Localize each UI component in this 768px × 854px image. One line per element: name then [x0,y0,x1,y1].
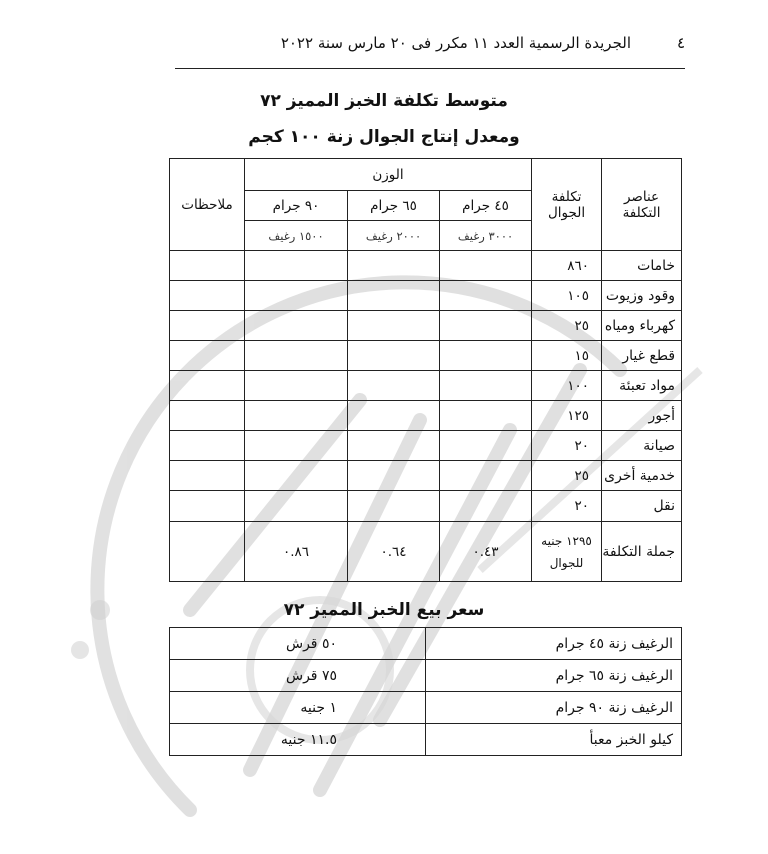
table-row [170,251,682,281]
table-row [170,724,682,756]
row-item: كهرباء ومياه [602,311,682,341]
price-value: ٧٥ قرش [170,660,426,692]
price-item: الرغيف زنة ٤٥ جرام [426,628,682,660]
weight-col-65: ٦٥ جرام [348,191,440,221]
table-row [170,341,682,371]
row-cost: ١٥ [532,341,602,371]
total-row [170,522,682,582]
price-item: كيلو الخبز معبأ [426,724,682,756]
per-loaf-45: ٠.٤٣ [440,522,532,582]
price-table [169,627,682,756]
row-item: قطع غيار [602,341,682,371]
table-row [170,461,682,491]
price-value: ٥٠ قرش [170,628,426,660]
table-row [170,311,682,341]
cost-table-subtitle: ومعدل إنتاج الجوال زنة ١٠٠ كجم [248,127,520,147]
price-value: ١١.٥ جنيه [170,724,426,756]
total-label: جملة التكلفة [602,522,682,582]
header-notes: ملاحظات [170,159,245,251]
row-item: صيانة [602,431,682,461]
row-item: خدمية أخرى [602,461,682,491]
weight-col-45: ٤٥ جرام [440,191,532,221]
table-row [170,491,682,522]
table-row [170,692,682,724]
row-cost: ٢٥ [532,311,602,341]
row-item: وقود وزيوت [602,281,682,311]
price-item: الرغيف زنة ٦٥ جرام [426,660,682,692]
row-cost: ٢٠ [532,491,602,522]
price-table-title: سعر بيع الخبز المميز ٧٢ [283,600,485,620]
row-item: أجور [602,401,682,431]
total-cost-cell [532,522,602,582]
row-cost: ٢٥ [532,461,602,491]
row-cost: ٢٠ [532,431,602,461]
loaves-col-45: ٣٠٠٠ رغيف [440,221,532,251]
header-divider [175,68,685,69]
per-loaf-90: ٠.٨٦ [245,522,348,582]
page-header [175,34,685,56]
loaves-col-65: ٢٠٠٠ رغيف [348,221,440,251]
per-loaf-65: ٠.٦٤ [348,522,440,582]
table-row [170,431,682,461]
price-item: الرغيف زنة ٩٠ جرام [426,692,682,724]
table-row [170,401,682,431]
table-row [170,660,682,692]
header-sack-cost: تكلفة الجوال [532,159,602,251]
row-item: مواد تعبئة [602,371,682,401]
cost-table [169,158,682,582]
cost-table-title: متوسط تكلفة الخبز المميز ٧٢ [260,91,508,111]
table-row [170,628,682,660]
total-cost-amount: ١٢٩٥ جنيه [541,533,592,548]
header-cost-elements: عناصر التكلفة [602,159,682,251]
header-weight: الوزن [245,159,532,191]
row-cost: ١٠٥ [532,281,602,311]
publication-line: الجريدة الرسمية العدد ١١ مكرر فى ٢٠ مارس سنة ٢٠٢٢ [280,34,631,52]
table-row [170,371,682,401]
loaves-col-90: ١٥٠٠ رغيف [245,221,348,251]
row-item: خامات [602,251,682,281]
weight-col-90: ٩٠ جرام [245,191,348,221]
row-item: نقل [602,491,682,522]
row-cost: ١٢٥ [532,401,602,431]
row-cost: ١٠٠ [532,371,602,401]
row-cost: ٨٦٠ [532,251,602,281]
table-row [170,281,682,311]
price-value: ١ جنيه [170,692,426,724]
page-number: ٤ [676,34,685,52]
total-cost-unit: للجوال [549,555,584,570]
